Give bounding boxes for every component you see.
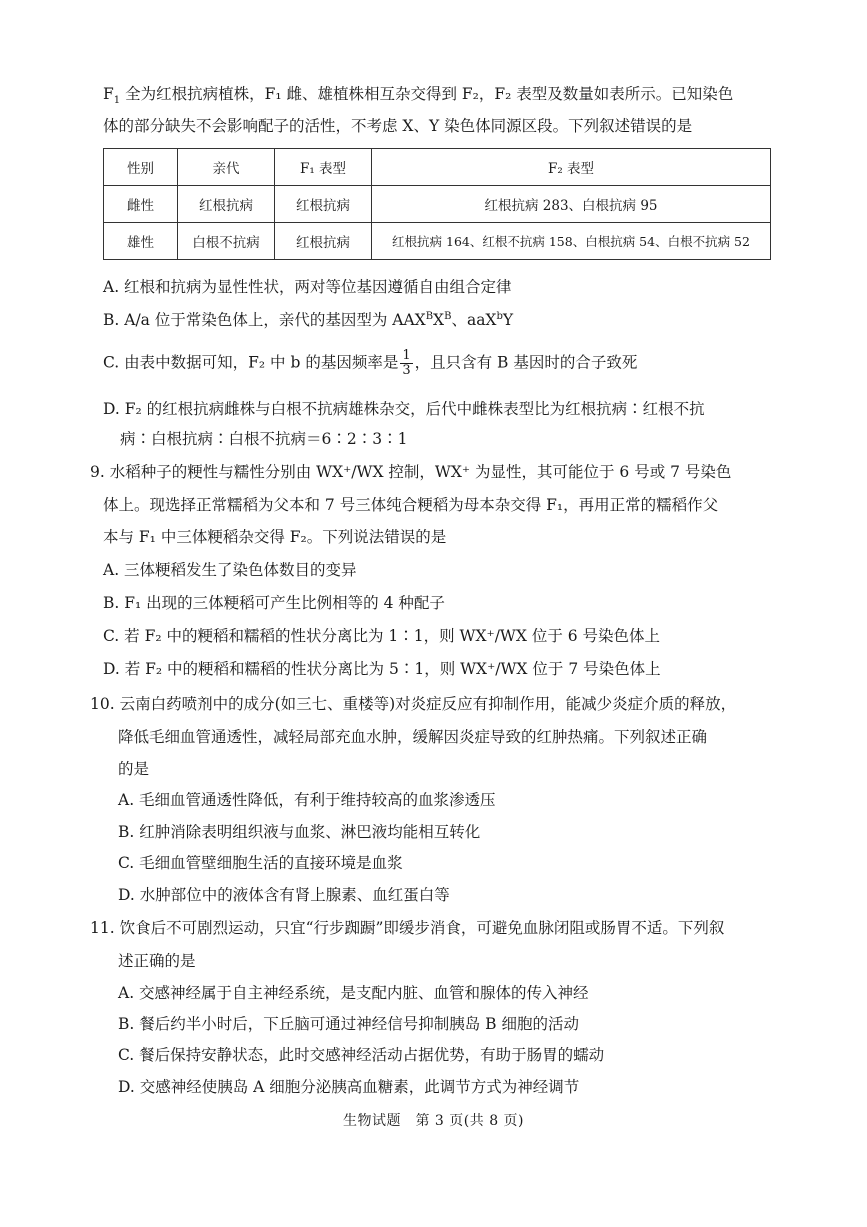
q9-option-b: B. F₁ 出现的三体粳稻可产生比例相等的 4 种配子: [103, 594, 445, 612]
q8-option-b: B. A/a 位于常染色体上，亲代的基因型为 $AAX^BX^B$、aaX$^b$Y: [103, 310, 514, 329]
q8-b-text-3: 、aaX: [451, 311, 497, 329]
q8-c-text-2: ，且只含有 B 基因时的合子致死: [414, 353, 638, 372]
table-row: [104, 223, 771, 260]
q8-option-d-line-1: D. F₂ 的红根抗病雌株与白根不抗病雄株杂交，后代中雌株表型比为红根抗病∶红根不抗: [103, 400, 705, 418]
question-8-intro-line-1: $F_1$ 全为红根抗病植株，F₁ 雌、雄植株相互杂交得到 F₂，F₂ 表型及数量如表所示。已知染色: [103, 85, 734, 107]
q11-stem-line-1: 11. 饮食后不可剧烈运动，只宜“行步踟蹰”即缓步消食，可避免血脉闭阻或肠胃不适。下列叙: [90, 919, 725, 937]
table-cell: 红根抗病: [178, 186, 275, 223]
q9-stem-line-2: 体上。现选择正常糯稻为父本和 7 号三体纯合粳稻为母本杂交得 F₁，再用正常的糯稻作父: [103, 496, 719, 514]
q9-stem-line-3: 本与 F₁ 中三体粳稻杂交得 F₂。下列说法错误的是: [103, 528, 447, 546]
phenotype-table: [103, 148, 771, 260]
q11-option-c: C. 餐后保持安静状态，此时交感神经活动占据优势，有助于肠胃的蠕动: [118, 1046, 605, 1064]
q8-b-text-2: X: [433, 311, 445, 329]
q8-option-d-line-2: 病∶白根抗病∶白根不抗病＝6∶2∶3∶1: [120, 430, 408, 448]
q10-stem-line-3: 的是: [118, 760, 150, 778]
q8-option-a: A. 红根和抗病为显性性状，两对等位基因遵循自由组合定律: [103, 278, 512, 296]
intro-text: 全为红根抗病植株，F₁ 雌、雄植株相互杂交得到 F₂，F₂ 表型及数量如表所示。已知染色: [125, 85, 734, 103]
table-cell: 雄性: [104, 223, 178, 260]
q10-option-c: C. 毛细血管壁细胞生活的直接环境是血浆: [118, 854, 403, 872]
table-header-cell: 亲代: [178, 149, 275, 186]
q11-stem-line-2: 述正确的是: [118, 952, 196, 970]
table-cell: 红根抗病: [275, 186, 372, 223]
fraction-one-third: [400, 349, 412, 378]
fraction-denominator: 3: [402, 363, 411, 378]
table-header-cell: 性别: [104, 149, 178, 186]
table-cell: 红根抗病: [275, 223, 372, 260]
q9-option-a: A. 三体粳稻发生了染色体数目的变异: [103, 561, 357, 579]
table-cell: 白根不抗病: [178, 223, 275, 260]
question-8-intro-line-2: 体的部分缺失不会影响配子的活性，不考虑 X、Y 染色体同源区段。下列叙述错误的是: [103, 117, 693, 135]
table-row: [104, 186, 771, 223]
q10-stem-line-1: 10. 云南白药喷剂中的成分(如三七、重楼等)对炎症反应有抑制作用，能减少炎症介质的释放，: [90, 695, 737, 713]
table-header-row: [104, 149, 771, 186]
q9-option-c: C. 若 F₂ 中的粳稻和糯稻的性状分离比为 1∶1，则 WX⁺/WX 位于 6 号染色体上: [103, 627, 661, 645]
table-cell: 雌性: [104, 186, 178, 223]
q8-b-text-1: B. A/a 位于常染色体上，亲代的基因型为 AAX: [103, 311, 426, 329]
table-cell: 红根抗病 283、白根抗病 95: [372, 186, 771, 223]
table-header-cell: F₁ 表型: [275, 149, 372, 186]
table-cell: 红根抗病 164、红根不抗病 158、白根抗病 54、白根不抗病 52: [372, 223, 771, 260]
q8-b-text-4: Y: [502, 311, 514, 329]
page-footer: 生物试题 第 3 页(共 8 页): [342, 1113, 525, 1129]
table-header-cell: F₂ 表型: [372, 149, 771, 186]
q10-option-a: A. 毛细血管通透性降低，有利于维持较高的血浆渗透压: [118, 791, 496, 809]
q8-c-text-1: C. 由表中数据可知，F₂ 中 b 的基因频率是: [103, 353, 399, 372]
q8-option-c: [103, 349, 637, 378]
q11-option-b: B. 餐后约半小时后，下丘脑可通过神经信号抑制胰岛 B 细胞的活动: [118, 1015, 579, 1033]
q11-option-d: D. 交感神经使胰岛 A 细胞分泌胰高血糖素，此调节方式为神经调节: [118, 1078, 580, 1096]
q10-option-b: B. 红肿消除表明组织液与血浆、淋巴液均能相互转化: [118, 823, 481, 841]
q9-stem-line-1: 9. 水稻种子的粳性与糯性分别由 WX⁺/WX 控制，WX⁺ 为显性，其可能位于 6 号或 7 号染色: [90, 463, 732, 481]
fraction-numerator: 1: [402, 348, 411, 363]
q9-option-d: D. 若 F₂ 中的粳稻和糯稻的性状分离比为 5∶1，则 WX⁺/WX 位于 7 号染色体上: [103, 660, 661, 678]
q10-option-d: D. 水肿部位中的液体含有肾上腺素、血红蛋白等: [118, 886, 450, 904]
q10-stem-line-2: 降低毛细血管通透性，减轻局部充血水肿，缓解因炎症导致的红肿热痛。下列叙述正确: [118, 728, 708, 746]
q11-option-a: A. 交感神经属于自主神经系统，是支配内脏、血管和腺体的传入神经: [118, 984, 589, 1002]
